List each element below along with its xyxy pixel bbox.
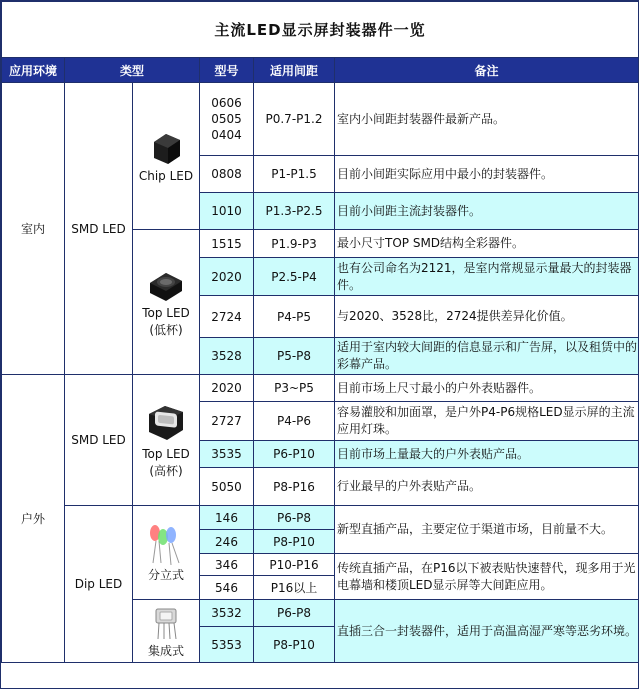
- integrated-led-icon: [146, 603, 186, 643]
- note-cell: 目前小间距实际应用中最小的封装器件。: [335, 156, 639, 193]
- model-cell: 3528: [200, 338, 254, 375]
- note-cell: 室内小间距封装器件最新产品。: [335, 83, 639, 156]
- top-led-low-cup-icon: [144, 265, 188, 305]
- top-led-high-label-2: (高杯): [149, 464, 183, 478]
- model-cell: 3535: [200, 441, 254, 468]
- note-cell: 直插三合一封装器件，适用于高温高湿严寒等恶劣环境。: [335, 600, 639, 663]
- chip-led-icon: [146, 128, 186, 168]
- note-cell: 与2020、3528比，2724提供差异化价值。: [335, 296, 639, 338]
- model-cell: 5050: [200, 468, 254, 506]
- table-row: [2, 375, 639, 402]
- subtype-integrated: [133, 600, 200, 663]
- header-env: 应用环境: [2, 58, 65, 83]
- pitch-cell: P6-P8: [254, 506, 335, 530]
- table-row: [2, 83, 639, 156]
- model-cell: 2020: [200, 375, 254, 402]
- pitch-cell: P0.7-P1.2: [254, 83, 335, 156]
- pitch-cell: P10-P16: [254, 554, 335, 576]
- pitch-cell: P8-P10: [254, 627, 335, 663]
- top-led-high-cup-icon: [141, 400, 191, 446]
- header-row: [2, 58, 639, 83]
- model-cell: 5353: [200, 627, 254, 663]
- note-cell: 传统直插产品，在P16以下被表贴快速替代，现多用于光电幕墙和楼顶LED显示屏等大间距应用。: [335, 554, 639, 600]
- discrete-led-icon: [141, 521, 191, 567]
- note-cell: 目前市场上量最大的户外表贴产品。: [335, 441, 639, 468]
- subtype-top-led-low: [133, 230, 200, 375]
- pitch-cell: P6-P8: [254, 600, 335, 627]
- pitch-cell: P8-P10: [254, 530, 335, 554]
- pitch-cell: P16以上: [254, 576, 335, 600]
- type-smd-outdoor: SMD LED: [65, 375, 133, 506]
- top-led-low-label-1: Top LED: [142, 306, 190, 320]
- header-type: 类型: [65, 58, 200, 83]
- pitch-cell: P2.5-P4: [254, 258, 335, 296]
- table-row: [2, 506, 639, 530]
- model-cell: 0606 0505 0404: [200, 83, 254, 156]
- subtype-discrete: [133, 506, 200, 600]
- subtype-chip-led: [133, 83, 200, 230]
- model-cell: 1010: [200, 193, 254, 230]
- note-cell: 目前小间距主流封装器件。: [335, 193, 639, 230]
- model-cell: 0808: [200, 156, 254, 193]
- pitch-cell: P4-P6: [254, 402, 335, 441]
- model-cell: 546: [200, 576, 254, 600]
- discrete-label: 分立式: [147, 568, 184, 582]
- pitch-cell: P3~P5: [254, 375, 335, 402]
- model-cell: 346: [200, 554, 254, 576]
- model-cell: 3532: [200, 600, 254, 627]
- note-cell: 也有公司命名为2121，是室内常规显示量最大的封装器件。: [335, 258, 639, 296]
- led-package-table: [1, 1, 639, 663]
- model-cell: 2724: [200, 296, 254, 338]
- env-indoor: 室内: [2, 83, 65, 375]
- type-dip-led: Dip LED: [65, 506, 133, 663]
- top-led-high-label-1: Top LED: [142, 447, 190, 461]
- integrated-label: 集成式: [147, 643, 184, 658]
- model-cell: 2020: [200, 258, 254, 296]
- env-outdoor: 户外: [2, 375, 65, 663]
- note-cell: 容易灌胶和加面罩，是户外P4-P6规格LED显示屏的主流应用灯珠。: [335, 402, 639, 441]
- note-cell: 行业最早的户外表贴产品。: [335, 468, 639, 506]
- model-cell: 2727: [200, 402, 254, 441]
- pitch-cell: P1.9-P3: [254, 230, 335, 258]
- top-led-low-label-2: (低杯): [149, 323, 183, 337]
- note-cell: 新型直插产品，主要定位于渠道市场，目前量不大。: [335, 506, 639, 554]
- note-cell: 适用于室内较大间距的信息显示和广告屏，以及租赁中的彩幕产品。: [335, 338, 639, 375]
- header-note: 备注: [335, 58, 639, 83]
- model-cell: 146: [200, 506, 254, 530]
- header-pitch: 适用间距: [254, 58, 335, 83]
- model-cell: 1515: [200, 230, 254, 258]
- note-cell: 目前市场上尺寸最小的户外表贴器件。: [335, 375, 639, 402]
- pitch-cell: P1.3-P2.5: [254, 193, 335, 230]
- pitch-cell: P1-P1.5: [254, 156, 335, 193]
- chip-led-label: Chip LED: [138, 168, 194, 183]
- header-model: 型号: [200, 58, 254, 83]
- table-title: 主流LED显示屏封装器件一览: [2, 2, 639, 58]
- pitch-cell: P8-P16: [254, 468, 335, 506]
- type-smd-indoor: SMD LED: [65, 83, 133, 375]
- pitch-cell: P6-P10: [254, 441, 335, 468]
- pitch-cell: P4-P5: [254, 296, 335, 338]
- pitch-cell: P5-P8: [254, 338, 335, 375]
- subtype-top-led-high: [133, 375, 200, 506]
- model-cell: 246: [200, 530, 254, 554]
- note-cell: 最小尺寸TOP SMD结构全彩器件。: [335, 230, 639, 258]
